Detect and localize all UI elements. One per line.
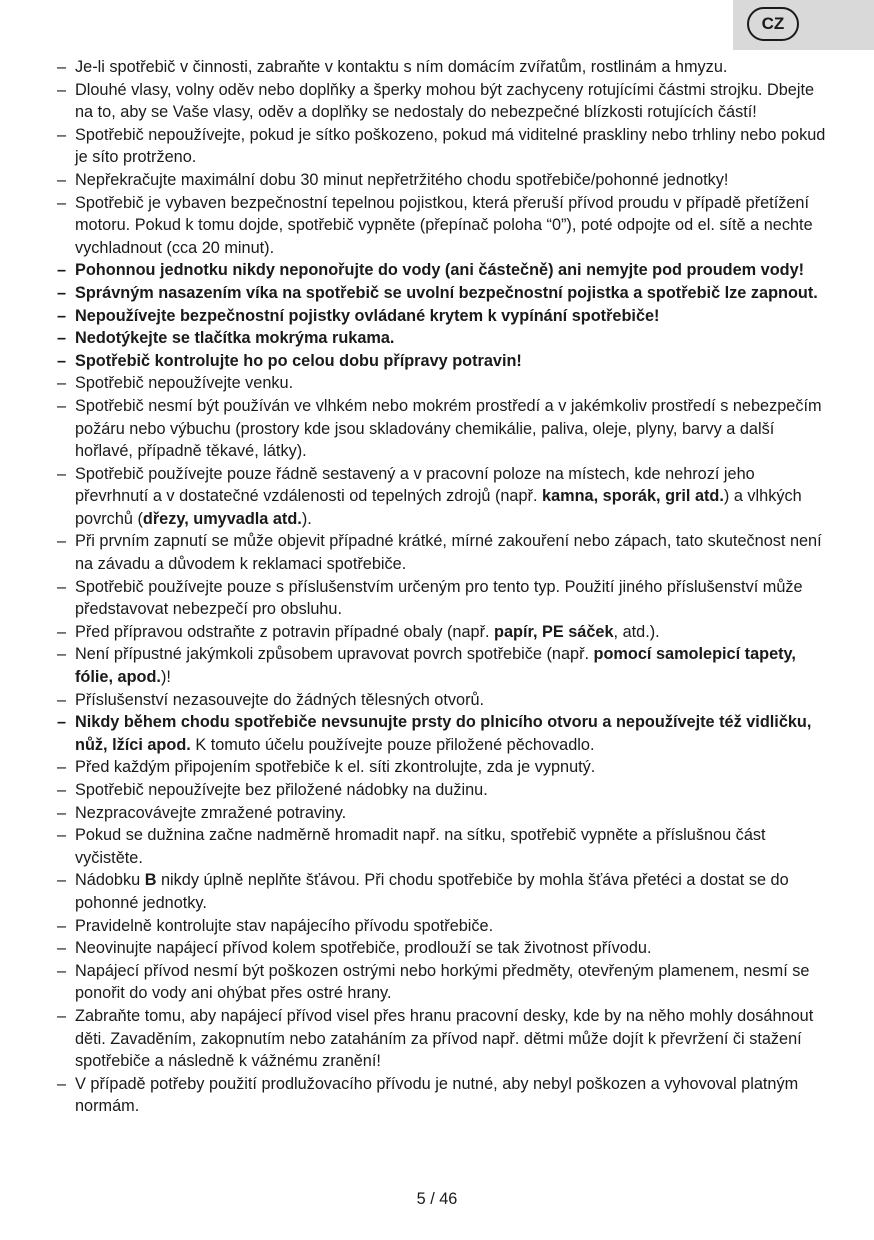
bullet-dash: – bbox=[57, 781, 67, 799]
list-item bbox=[57, 824, 832, 869]
list-item-text bbox=[75, 1005, 832, 1073]
list-item-text bbox=[75, 124, 832, 169]
list-item-text bbox=[75, 802, 832, 825]
list-item-text bbox=[75, 915, 832, 938]
bullet-dash: – bbox=[57, 577, 67, 596]
bullet-dash: – bbox=[57, 125, 67, 144]
list-item bbox=[57, 576, 832, 621]
bullet-dash: – bbox=[57, 622, 67, 641]
list-item-text bbox=[75, 463, 832, 531]
text-segment: Nedotýkejte se tlačítka mokrýma rukama. bbox=[75, 329, 395, 348]
list-item-text bbox=[75, 79, 832, 124]
list-item bbox=[57, 259, 832, 282]
list-item bbox=[57, 937, 832, 960]
text-segment: Nepoužívejte bezpečnostní pojistky ovládané krytem k vypínání spotřebiče! bbox=[75, 306, 660, 325]
list-item-text bbox=[75, 327, 832, 350]
text-segment: Spotřebič nepoužívejte venku. bbox=[75, 374, 294, 393]
list-item bbox=[57, 530, 832, 575]
text-segment: Spotřebič nesmí být používán ve vlhkém nebo mokrém prostředí a v jakémkoliv prostředí s nebezpečím požáru nebo výbuchu (prostory kde jsou skladovány chemikálie, paliva, oleje, plyny, barvy a další hořlavé, případně těkavé, látky). bbox=[75, 396, 822, 461]
bullet-dash: – bbox=[57, 58, 67, 76]
list-item bbox=[57, 282, 832, 305]
text-segment: Správným nasazením víka na spotřebič se uvolní bezpečnostní pojistka a spotřebič lze zapnout. bbox=[75, 283, 818, 302]
list-item-text bbox=[75, 1073, 832, 1118]
bullet-dash: – bbox=[57, 351, 67, 370]
language-badge: CZ bbox=[747, 7, 799, 41]
list-item bbox=[57, 960, 832, 1005]
text-segment: Před každým připojením spotřebiče k el. síti zkontrolujte, zda je vypnutý. bbox=[75, 758, 596, 777]
text-segment: Příslušenství nezasouvejte do žádných tělesných otvorů. bbox=[75, 690, 485, 709]
page-number: 5 / 46 bbox=[416, 1190, 458, 1208]
bold-text-segment: dřezy, umyvadla atd. bbox=[142, 509, 302, 528]
list-item-text bbox=[75, 869, 832, 914]
bullet-dash: – bbox=[57, 713, 67, 732]
list-item-text bbox=[75, 259, 832, 282]
text-segment: Spotřebič nepoužívejte, pokud je sítko poškozeno, pokud má viditelné praskliny nebo trhliny nebo pokud je síto protrženo. bbox=[75, 125, 826, 167]
bullet-dash: – bbox=[57, 261, 67, 280]
list-item bbox=[57, 1073, 832, 1118]
bullet-dash: – bbox=[57, 1074, 67, 1093]
list-item-text bbox=[75, 372, 832, 395]
text-segment: Pravidelně kontrolujte stav napájecího přívodu spotřebiče. bbox=[75, 916, 494, 935]
text-segment: ) a vlhkých povrchů ( bbox=[75, 487, 802, 528]
bold-text-segment: pomocí samolepicí tapety, fólie, apod. bbox=[75, 645, 796, 687]
safety-instructions-list bbox=[57, 56, 832, 1118]
bullet-dash: – bbox=[57, 916, 67, 935]
list-item-text bbox=[75, 395, 832, 463]
list-item-text bbox=[75, 530, 832, 575]
list-item bbox=[57, 915, 832, 938]
text-segment: Před přípravou odstraňte z potravin případné obaly (např. bbox=[75, 622, 495, 641]
bullet-dash: – bbox=[57, 826, 67, 845]
list-item bbox=[57, 305, 832, 328]
text-segment: Nádobku bbox=[75, 871, 145, 890]
bullet-dash: – bbox=[57, 961, 67, 980]
list-item bbox=[57, 327, 832, 350]
list-item-text bbox=[75, 779, 832, 802]
bold-text-segment: kamna, sporák, gril atd. bbox=[542, 487, 724, 506]
list-item-text bbox=[75, 192, 832, 260]
list-item-text bbox=[75, 305, 832, 328]
text-segment: )! bbox=[160, 668, 171, 687]
bullet-dash: – bbox=[57, 758, 67, 777]
bullet-dash: – bbox=[57, 306, 67, 325]
text-segment: nikdy úplně neplňte šťávou. Při chodu spotřebiče by mohla šťáva přetéci a dostat se do pohonné jednotky. bbox=[75, 871, 789, 912]
bullet-dash: – bbox=[57, 1006, 67, 1025]
list-item-text bbox=[75, 824, 832, 869]
text-segment: Dlouhé vlasy, volny oděv nebo doplňky a šperky mohou být zachyceny rotujícími částmi strojku. Dbejte na to, aby se Vaše vlasy, oděv a doplňky se nedostaly do nebezpečné blízkosti rotujících částí! bbox=[75, 80, 815, 122]
list-item bbox=[57, 689, 832, 712]
text-segment: Spotřebič nepoužívejte bez přiložené nádobky na dužinu. bbox=[75, 781, 488, 799]
list-item bbox=[57, 756, 832, 779]
bullet-dash: – bbox=[57, 645, 67, 664]
list-item-text bbox=[75, 643, 832, 688]
list-item bbox=[57, 124, 832, 169]
bullet-dash: – bbox=[57, 329, 67, 348]
text-segment: Napájecí přívod nesmí být poškozen ostrými nebo horkými předměty, otevřeným plamenem, nesmí se ponořit do vody ani ohýbat přes ostré hrany. bbox=[75, 961, 810, 1003]
bullet-dash: – bbox=[57, 193, 67, 212]
list-item-text bbox=[75, 169, 832, 192]
text-segment: Neovinujte napájecí přívod kolem spotřebiče, prodlouží se tak životnost přívodu. bbox=[75, 939, 652, 958]
bullet-dash: – bbox=[57, 939, 67, 958]
list-item bbox=[57, 169, 832, 192]
text-segment: Spotřebič kontrolujte ho po celou dobu přípravy potravin! bbox=[75, 351, 522, 370]
list-item bbox=[57, 56, 832, 79]
list-item-text bbox=[75, 689, 832, 712]
list-item bbox=[57, 350, 832, 373]
bullet-dash: – bbox=[57, 374, 67, 393]
bullet-dash: – bbox=[57, 532, 67, 551]
bullet-dash: – bbox=[57, 396, 67, 415]
text-segment: Spotřebič je vybaven bezpečnostní tepelnou pojistkou, která přeruší přívod proudu v případě přetížení motoru. Pokud k tomu dojde, spotřebič vypněte (přepínač poloha “0”), poté odpojte od el. sítě a nechte vychladnout (cca 20 minut). bbox=[75, 193, 813, 257]
list-item-text bbox=[75, 756, 832, 779]
text-segment: ). bbox=[301, 509, 312, 528]
bullet-dash: – bbox=[57, 464, 67, 483]
list-item-text bbox=[75, 576, 832, 621]
bold-text-segment: papír, PE sáček bbox=[494, 622, 614, 641]
list-item-text bbox=[75, 711, 832, 756]
list-item bbox=[57, 621, 832, 644]
list-item bbox=[57, 463, 832, 531]
bullet-dash: – bbox=[57, 170, 67, 189]
list-item bbox=[57, 1005, 832, 1073]
list-item-text bbox=[75, 960, 832, 1005]
list-item bbox=[57, 79, 832, 124]
bullet-dash: – bbox=[57, 283, 67, 302]
text-segment: Nepřekračujte maximální dobu 30 minut nepřetržitého chodu spotřebiče/pohonné jednotky! bbox=[75, 170, 729, 189]
text-segment: , atd.). bbox=[613, 622, 660, 641]
text-segment: Spotřebič používejte pouze s příslušenstvím určeným pro tento typ. Použití jiného příslušenství může představovat nebezpečí pro obsluhu. bbox=[75, 577, 803, 619]
list-item bbox=[57, 395, 832, 463]
bullet-dash: – bbox=[57, 80, 67, 99]
text-segment: Je-li spotřebič v činnosti, zabraňte v kontaktu s ním domácím zvířatům, rostlinám a hmyzu. bbox=[75, 58, 728, 76]
list-item-text bbox=[75, 937, 832, 960]
bullet-dash: – bbox=[57, 871, 67, 890]
list-item bbox=[57, 779, 832, 802]
list-item-text bbox=[75, 350, 832, 373]
list-item-text bbox=[75, 56, 832, 79]
list-item bbox=[57, 869, 832, 914]
list-item bbox=[57, 802, 832, 825]
list-item bbox=[57, 372, 832, 395]
text-segment: V případě potřeby použití prodlužovacího přívodu je nutné, aby nebyl poškozen a vyhovoval platným normám. bbox=[75, 1074, 799, 1116]
text-segment: Nezpracovávejte zmražené potraviny. bbox=[75, 803, 347, 822]
bullet-dash: – bbox=[57, 690, 67, 709]
list-item bbox=[57, 192, 832, 260]
text-segment: Při prvním zapnutí se může objevit případné krátké, mírné zakouření nebo zápach, tato skutečnost není na závadu a důvodem k reklamaci spotřebiče. bbox=[75, 532, 822, 574]
text-segment: Pohonnou jednotku nikdy neponořujte do vody (ani částečně) ani nemyjte pod proudem vody! bbox=[75, 261, 805, 280]
text-segment: K tomuto účelu používejte pouze přiložené pěchovadlo. bbox=[190, 735, 595, 754]
text-segment: Není přípustné jakýmkoli způsobem upravovat povrch spotřebiče (např. bbox=[75, 645, 594, 664]
bullet-dash: – bbox=[57, 803, 67, 822]
list-item bbox=[57, 643, 832, 688]
text-segment: Zabraňte tomu, aby napájecí přívod visel přes hranu pracovní desky, kde by na něho mohly dosáhnout děti. Zavaděním, zakopnutím nebo zataháním za přívod např. dětmi může dojít k převržení či stažení spotřebiče a následně k vážnému zranění! bbox=[75, 1006, 814, 1071]
text-segment: Pokud se dužnina začne nadměrně hromadit např. na sítku, spotřebič vypněte a příslušnou část vyčistěte. bbox=[75, 826, 766, 867]
list-item bbox=[57, 711, 832, 756]
list-item-text bbox=[75, 282, 832, 305]
list-item-text bbox=[75, 621, 832, 644]
text-segment: Spotřebič používejte pouze řádně sestavený a v pracovní poloze na místech, kde nehrozí jeho převrhnutí a v dostatečné vzdálenosti od tepelných zdrojů (např. bbox=[75, 464, 755, 506]
bold-text-segment: B bbox=[144, 871, 157, 890]
bold-text-segment: Nikdy během chodu spotřebiče nevsunujte prsty do plnicího otvoru a nepoužívejte též vidličku, nůž, lžíci apod. bbox=[75, 713, 812, 754]
